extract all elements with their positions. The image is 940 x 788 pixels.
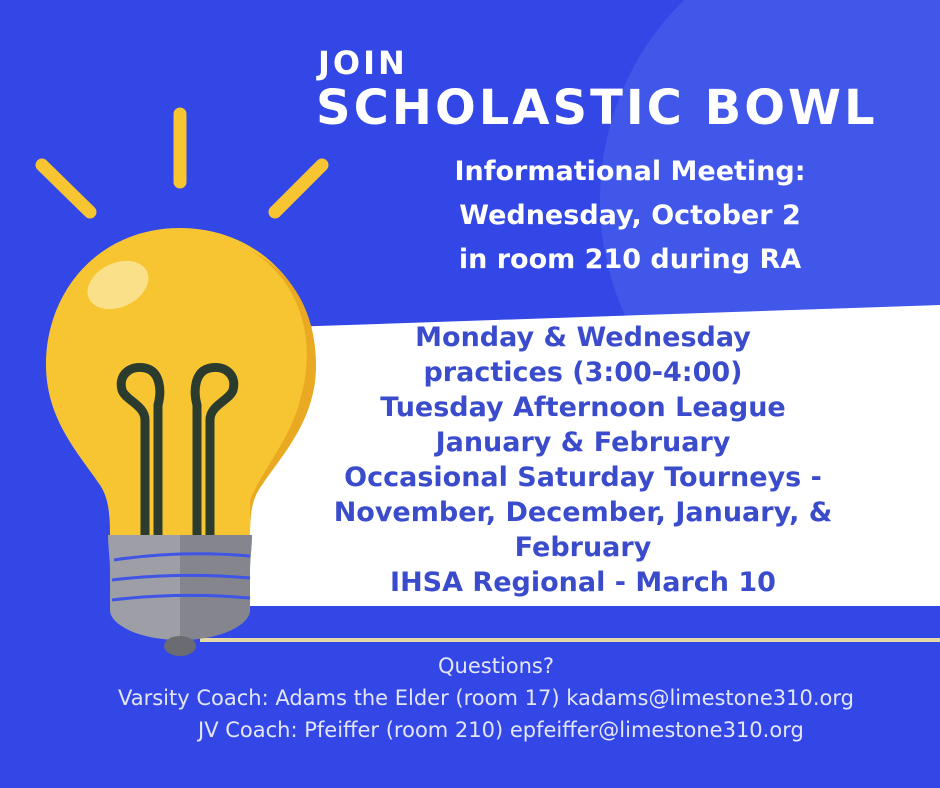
schedule-line: January & February (435, 427, 731, 458)
schedule-line: February (514, 532, 652, 563)
meeting-info (420, 150, 840, 282)
schedule-line: Monday & Wednesday (415, 322, 751, 353)
lightbulb-icon (0, 0, 360, 680)
schedule-line: practices (3:00-4:00) (423, 357, 743, 388)
questions-label: Questions? (438, 654, 555, 678)
schedule-list (318, 320, 848, 600)
title-join: JOIN (318, 44, 408, 82)
meeting-line-2: Wednesday, October 2 (459, 200, 801, 231)
jv-coach-contact: JV Coach: Pfeiffer (room 210) epfeiffer@limestone310.org (198, 718, 804, 742)
meeting-line-1: Informational Meeting: (454, 156, 806, 187)
schedule-line: Occasional Saturday Tourneys - (344, 462, 822, 493)
title-main: SCHOLASTIC BOWL (316, 80, 878, 136)
varsity-coach-contact: Varsity Coach: Adams the Elder (room 17) kadams@limestone310.org (118, 686, 854, 710)
meeting-line-3: in room 210 during RA (458, 244, 802, 275)
schedule-line: Tuesday Afternoon League (380, 392, 786, 423)
schedule-line: IHSA Regional - March 10 (390, 567, 776, 598)
schedule-line: November, December, January, & (333, 497, 833, 528)
